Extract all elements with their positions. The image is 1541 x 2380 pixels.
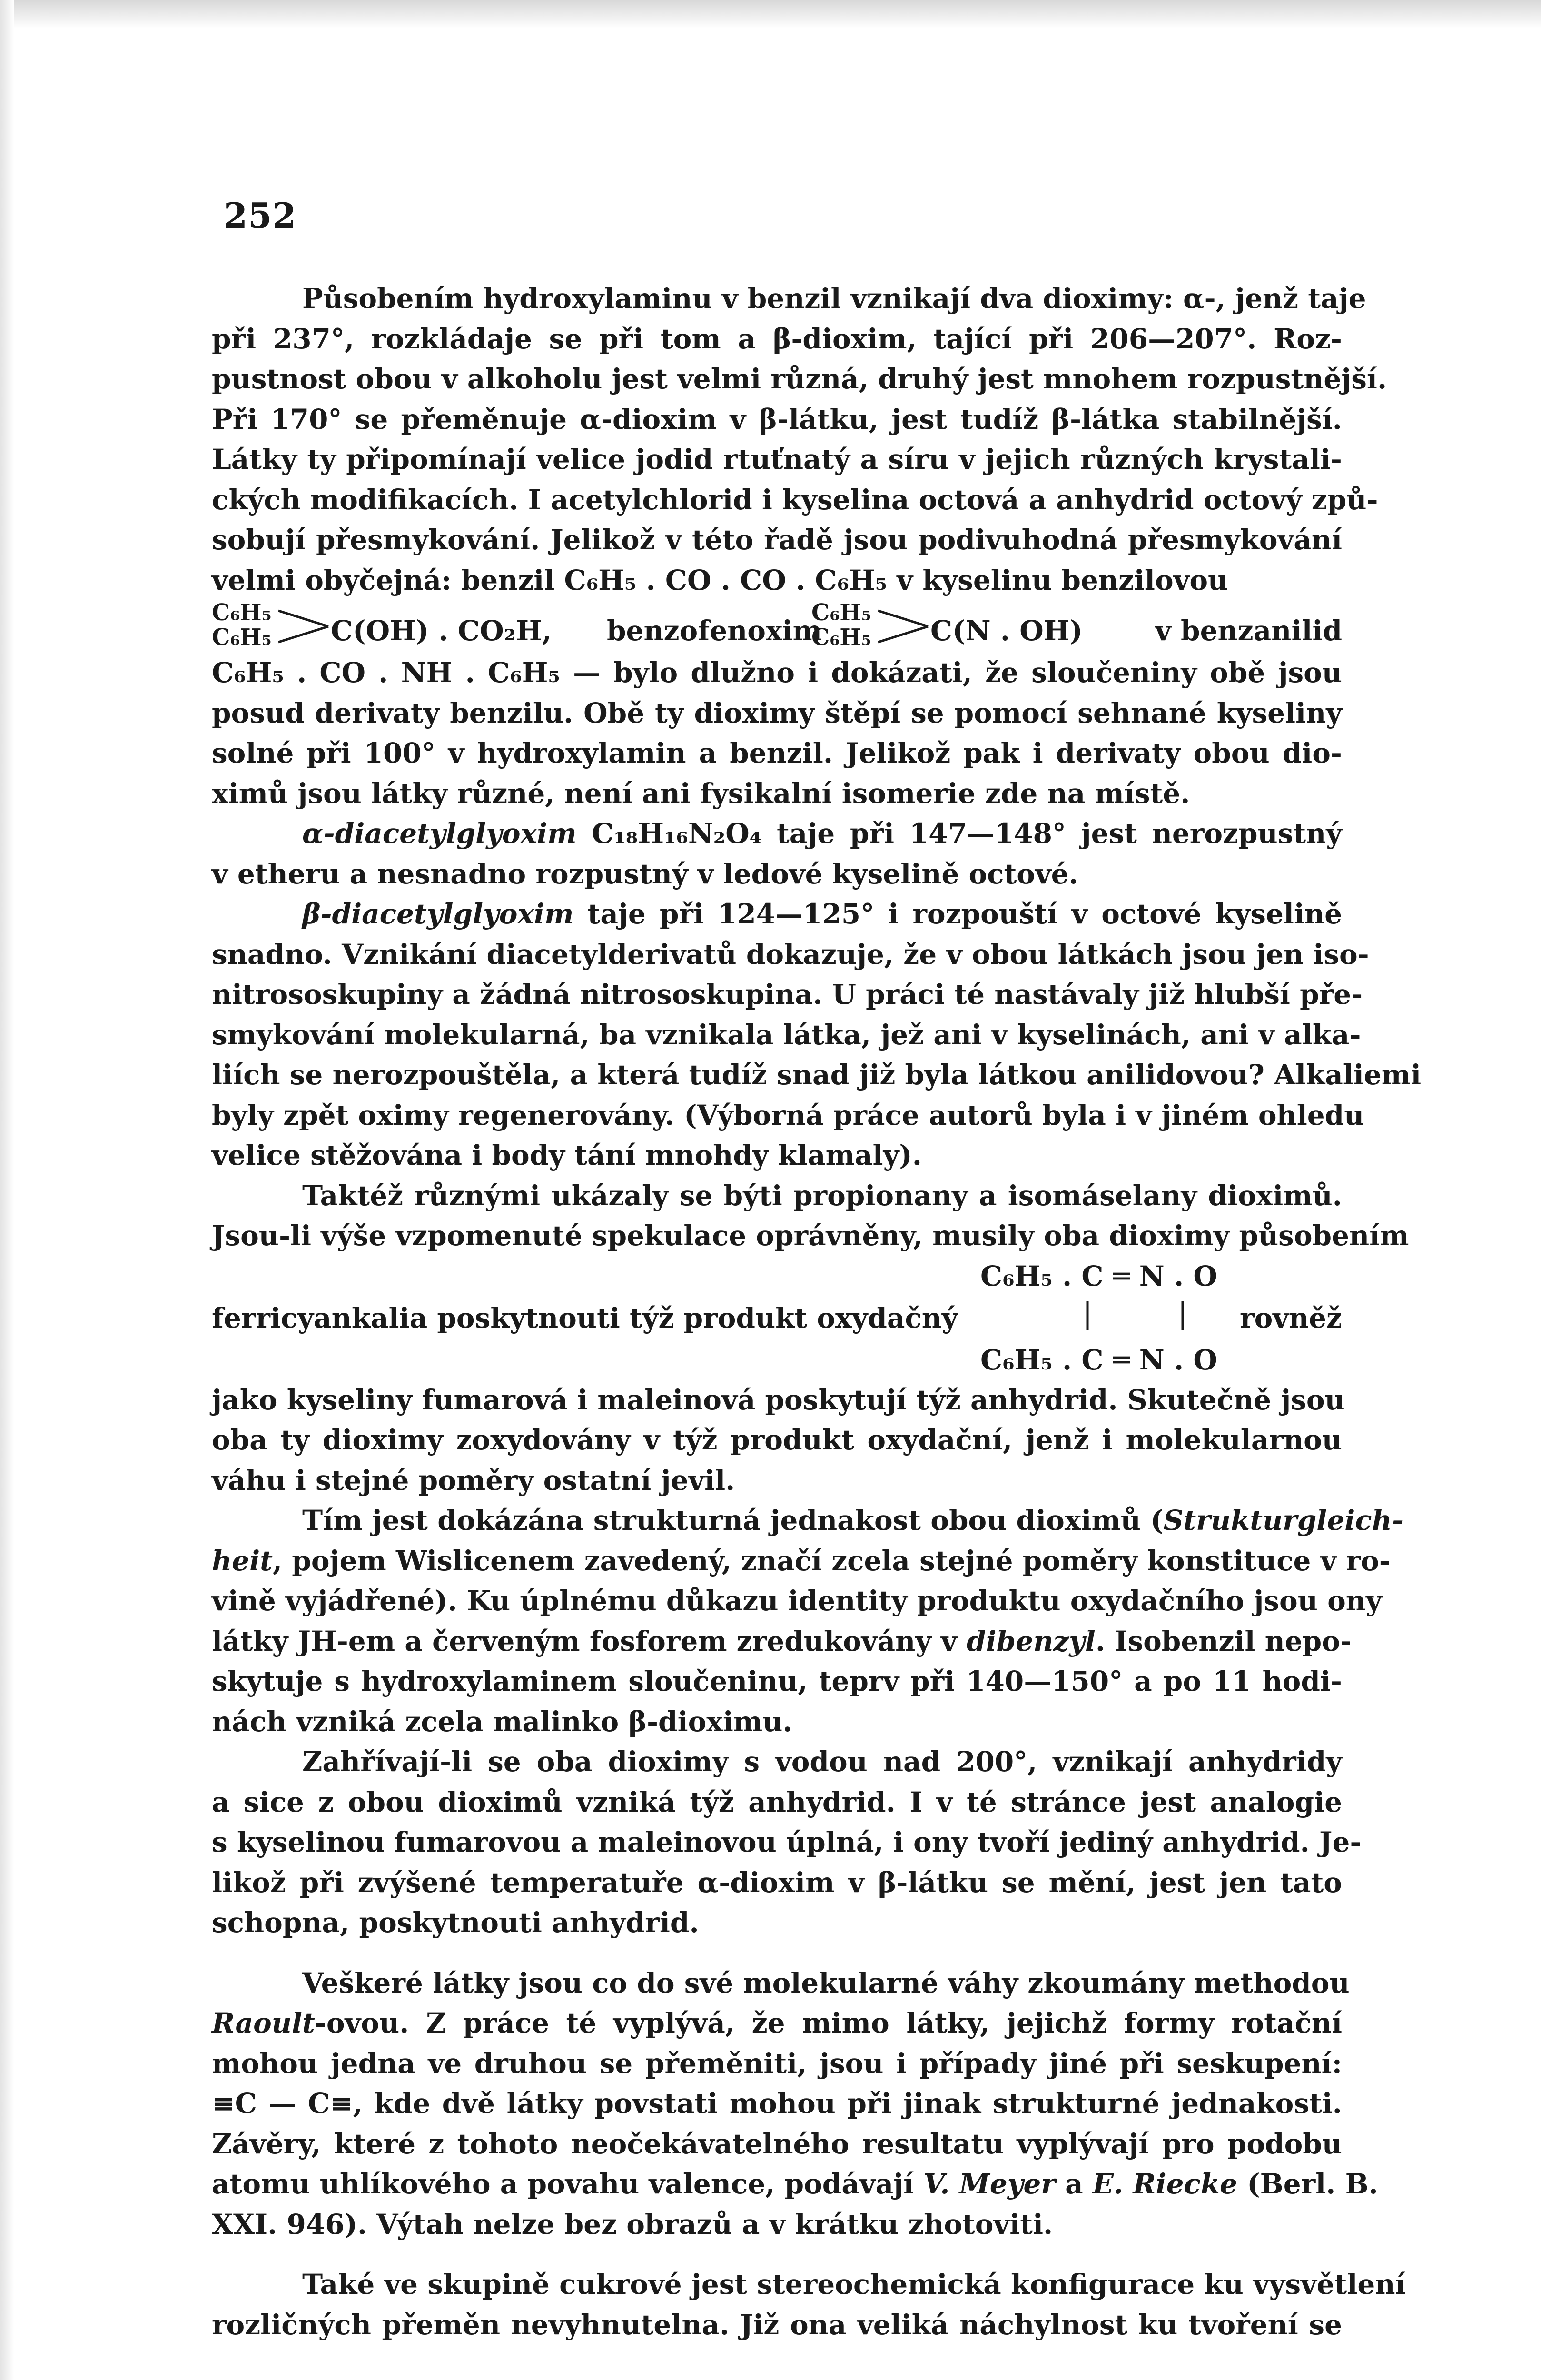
page-body — [212, 278, 1422, 2345]
paragraph-sugar-group — [212, 2264, 1406, 2345]
text-line: α-diacetylglyoxim C₁₈H₁₆N₂O₄ taje při 147—148° jest nerozpustný — [302, 817, 1342, 850]
text-line: XXI. 946). Výtah nelze bez obrazů a v krátku zhotoviti. — [212, 2208, 1053, 2241]
text-line: schopna, poskytnouti anhydrid. — [212, 1906, 699, 1939]
scan-top-edge — [0, 0, 1541, 29]
paragraph-alpha-diacetylglyoxim — [212, 813, 1342, 894]
text-line: Také ve skupině cukrové jest stereochemická konfigurace ku vysvětlení — [302, 2268, 1406, 2301]
formula-text: benzofenoxim — [607, 615, 822, 647]
text-line: pustnost obou v alkoholu jest velmi různá, druhý jest mnohem rozpustnější. — [212, 363, 1387, 395]
text-line: likož při zvýšené temperatuře α-dioxim v β-látku se mění, jest jen tato — [212, 1866, 1342, 1899]
text-line: β-diacetylglyoxim taje při 124—125° i rozpouští v octové kyselině — [302, 898, 1342, 930]
text-line: velmi obyčejná: benzil C₆H₅ . CO . CO . C₆H₅ v kyselinu benzilovou — [212, 564, 1228, 596]
formula-caption: ferricyankalia poskytnouti týž produkt oxydačný — [212, 1301, 958, 1334]
text-line: Tím jest dokázána strukturná jednakost obou dioximů (Strukturgleich- — [302, 1504, 1403, 1537]
text-line: ≡C — C≡, kde dvě látky povstati mohou při jinak strukturné jednakosti. — [212, 2087, 1342, 2120]
text-line: mohou jedna ve druhou se přeměniti, jsou i případy jiné při seskupení: — [212, 2047, 1342, 2080]
paragraph-heating — [212, 1742, 1362, 1943]
text-line: látky JH-em a červeným fosforem zredukovány v dibenzyl. Isobenzil nepo- — [212, 1625, 1352, 1657]
page-number: 252 — [224, 195, 297, 236]
text-line: smykování molekularná, ba vznikala látka, jež ani v kyselinách, ani v alka- — [212, 1018, 1361, 1051]
paragraph-gap — [212, 2244, 1342, 2264]
text-line: oba ty dioximy zoxydovány v týž produkt oxydační, jenž i molekularnou — [212, 1424, 1342, 1456]
paragraph-beta-diacetylglyoxim — [212, 894, 1422, 1176]
paragraph-dioximes — [212, 278, 1387, 600]
paragraph-structural-identity — [212, 1500, 1403, 1742]
text-line: C₆H₅ . CO . NH . C₆H₅ — bylo dlužno i dokázati, že sloučeniny obě jsou — [212, 656, 1342, 689]
paragraph-anhydride — [212, 1380, 1345, 1501]
formula-line-top: C₆H₅ . C ═ N . O — [980, 1259, 1217, 1292]
text-line: byly zpět oximy regenerovány. (Výborná práce autorů byla i v jiném ohledu — [212, 1099, 1364, 1131]
formula-rest: C(OH) . CO₂H, — [331, 615, 552, 647]
text-line: rozličných přeměn nevyhnutelna. Již ona veliká náchylnost ku tvoření se — [212, 2308, 1342, 2341]
text-line: Závěry, které z tohoto neočekávatelného resultatu vyplývají pro podobu — [212, 2127, 1342, 2160]
formula-rest: C(N . OH) — [930, 615, 1083, 647]
text-line: snadno. Vznikání diacetylderivatů dokazuje, že v obou látkách jsou jen iso- — [212, 938, 1369, 971]
formula-group-bottom: C₆H₅ — [212, 624, 272, 651]
formula-group-top: C₆H₅ — [212, 599, 272, 626]
text-line: heit, pojem Wislicenem zavedený, značí zcela stejné poměry konstituce v ro- — [212, 1544, 1391, 1577]
text-line: s kyselinou fumarovou a maleinovou úplná, i ony tvoří jediný anhydrid. Je- — [212, 1826, 1362, 1858]
text-line: atomu uhlíkového a povahu valence, podávají V. Meyer a E. Riecke (Berl. B. — [212, 2168, 1378, 2200]
text-line: ximů jsou látky různé, není ani fysikalní isomerie zde na místě. — [212, 777, 1190, 810]
bond-lines-icon — [876, 600, 933, 653]
text-line: Zahřívají-li se oba dioximy s vodou nad 200°, vznikají anhydridy — [302, 1745, 1342, 1778]
text-line: vině vyjádřené). Ku úplnému důkazu identity produktu oxydačního jsou ony — [212, 1585, 1382, 1617]
bond-lines-icon — [1083, 1301, 1187, 1335]
text-line: jako kyseliny fumarová i maleinová poskytují týž anhydrid. Skutečně jsou — [212, 1383, 1345, 1416]
text-line: Působením hydroxylaminu v benzil vznikají dva dioximy: α-, jenž taje — [302, 282, 1366, 315]
paragraph-derivatives — [212, 653, 1342, 813]
text-line: váhu i stejné poměry ostatní jevil. — [212, 1464, 735, 1497]
text-line: Taktéž různými ukázaly se býti propionany a isomáselany dioximů. — [302, 1179, 1342, 1212]
formula-text: v benzanilid — [1155, 615, 1342, 647]
paragraph-propionates — [212, 1176, 1409, 1256]
text-line: ckých modifikacích. I acetylchlorid i kyselina octová a anhydrid octový způ- — [212, 483, 1378, 516]
text-line: sobují přesmykování. Jelikož v této řadě jsou podivuhodná přesmykování — [212, 524, 1342, 556]
formula-caption: rovněž — [1240, 1301, 1342, 1334]
formula-oxidation-product — [212, 1256, 1342, 1380]
text-line: v etheru a nesnadno rozpustný v ledové kyselině octové. — [212, 857, 1078, 890]
formula-group-top: C₆H₅ — [811, 599, 871, 626]
text-line: nách vzniká zcela malinko β-dioximu. — [212, 1705, 792, 1738]
formula-line-bottom: C₆H₅ . C ═ N . O — [980, 1343, 1217, 1376]
text-line: Jsou-li výše vzpomenuté spekulace oprávněny, musily oba dioximy působením — [212, 1220, 1409, 1252]
text-line: Látky ty připomínají velice jodid rtuťnatý a síru v jejich různých krystali- — [212, 443, 1342, 476]
text-line: skytuje s hydroxylaminem sloučeninu, teprv při 140—150° a po 11 hodi- — [212, 1665, 1342, 1697]
bond-lines-icon — [276, 600, 333, 653]
text-line: posud derivaty benzilu. Obě ty dioximy štěpí se pomocí sehnané kyseliny — [212, 696, 1342, 729]
text-line: Veškeré látky jsou co do své molekularné váhy zkoumány methodou — [302, 1966, 1350, 1999]
text-line: solné při 100° v hydroxylamin a benzil. Jelikož pak i derivaty obou dio- — [212, 737, 1342, 769]
text-line: Při 170° se přeměnuje α-dioxim v β-látku, jest tudíž β-látka stabilnější. — [212, 403, 1342, 436]
text-line: velice stěžována i body tání mnohdy klamaly). — [212, 1139, 922, 1171]
formula-benzilic-acid — [212, 600, 1342, 653]
text-line: při 237°, rozkládaje se při tom a β-dioxim, tající při 206—207°. Roz- — [212, 322, 1342, 355]
text-line: Raoult-ovou. Z práce té vyplývá, že mimo látky, jejichž formy rotační — [212, 2007, 1342, 2039]
text-line: a sice z obou dioximů vzniká týž anhydrid. I v té stránce jest analogie — [212, 1785, 1342, 1818]
text-line: nitrososkupiny a žádná nitrososkupina. U práci té nastávaly již hlubší pře- — [212, 978, 1363, 1011]
scan-left-edge — [0, 0, 14, 2380]
paragraph-gap — [212, 1943, 1342, 1963]
text-line: liích se nerozpouštěla, a která tudíž snad již byla látkou anilidovou? Alkaliemi — [212, 1059, 1422, 1091]
formula-group-bottom: C₆H₅ — [811, 624, 871, 651]
paragraph-molecular-weight — [212, 1963, 1378, 2245]
